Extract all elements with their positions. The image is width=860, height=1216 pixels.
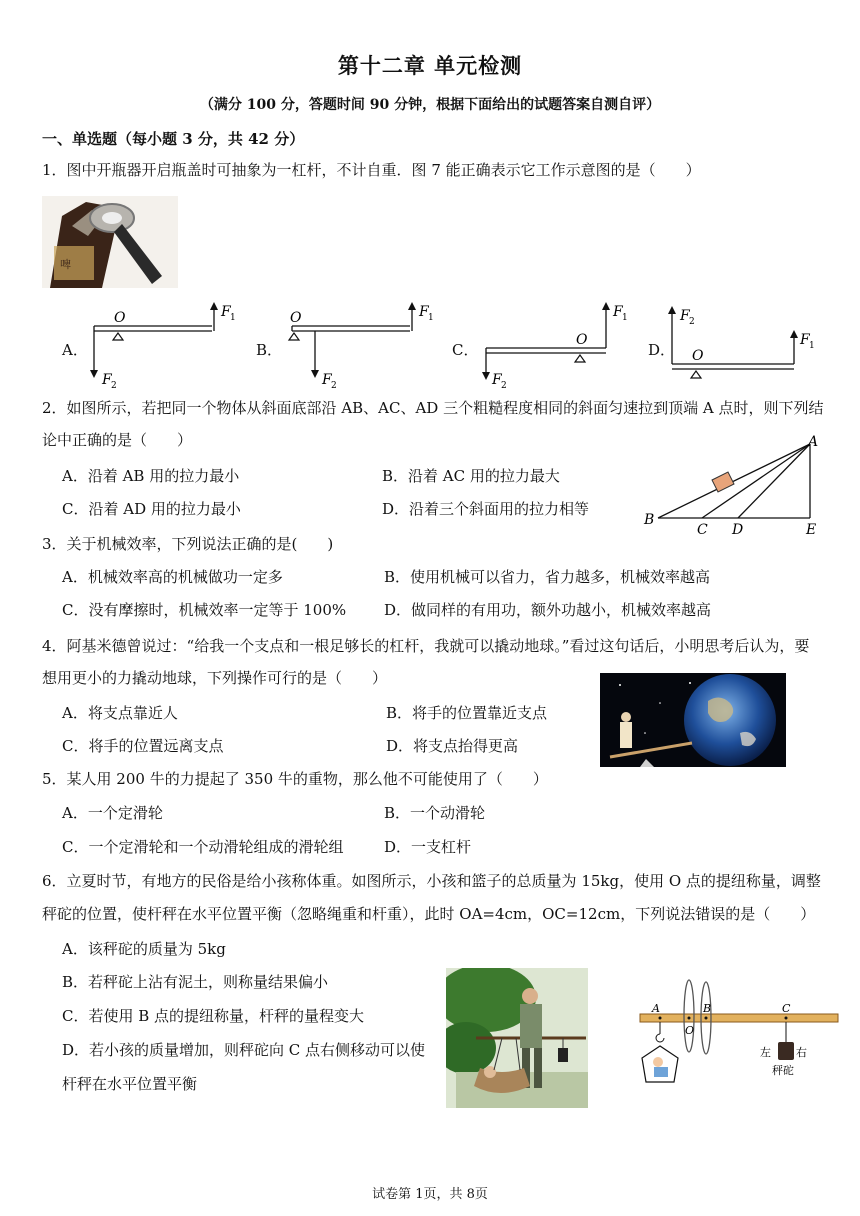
svg-text:C: C [782, 1002, 791, 1015]
page-footer: 试卷第 1页，共 8页 [372, 1187, 488, 1202]
svg-text:A: A [652, 1002, 660, 1015]
svg-text:2: 2 [501, 381, 507, 390]
svg-text:F: F [322, 372, 332, 388]
q3-option-d: D．做同样的有用功，额外功越小，机械效率越高 [384, 601, 712, 619]
svg-text:F: F [419, 304, 429, 320]
svg-text:B: B [644, 512, 655, 528]
steelyard-diagram [632, 968, 842, 1108]
page-title: 第十二章 单元检测 [337, 53, 523, 78]
question-4-text-line2: 想用更小的力撬动地球，下列操作可行的是（ ） [42, 669, 388, 687]
svg-text:1: 1 [622, 313, 628, 323]
svg-text:2: 2 [111, 381, 117, 390]
q6-option-d-continued: 杆秤在水平位置平衡 [62, 1075, 198, 1093]
lever-diagram-c [476, 298, 636, 390]
q4-option-b: B．将手的位置靠近支点 [386, 704, 548, 722]
q1-option-a: A． [62, 341, 88, 359]
svg-text:F: F [680, 308, 690, 324]
svg-text:O: O [692, 348, 704, 364]
svg-text:B: B [703, 1002, 712, 1015]
question-1-text: 1．图中开瓶器开启瓶盖时可抽象为一杠杆，不计自重．图 7 能正确表示它工作示意图的是（ ） [42, 161, 701, 179]
section-heading: 一、单选题（每小题 3 分，共 42 分） [42, 130, 305, 148]
question-2-text-line1: 2．如图所示，若把同一个物体从斜面底部沿 AB、AC、AD 三个粗糙程度相同的斜面匀速拉到顶端 A 点时，则下列结 [42, 399, 824, 417]
q4-option-a: A．将支点靠近人 [62, 704, 178, 722]
question-6-text-line1: 6．立夏时节，有地方的民俗是给小孩称体重。如图所示，小孩和篮子的总质量为 15kg，使用 O 点的提纽称量，调整 [42, 872, 821, 890]
svg-text:左: 左 [760, 1046, 771, 1059]
question-6-text-line2: 秤砣的位置，使杆秤在水平位置平衡（忽略绳重和杆重），此时 OA=4cm，OC=12cm，下列说法错误的是（ ） [42, 905, 816, 923]
question-5-text: 5．某人用 200 牛的力提起了 350 牛的重物，那么他不可能使用了（ ） [42, 770, 548, 788]
svg-text:O: O [290, 310, 302, 326]
svg-text:O: O [576, 332, 588, 348]
q1-option-c: C． [452, 341, 479, 359]
svg-text:F: F [492, 372, 502, 388]
svg-text:C: C [697, 522, 708, 538]
q4-option-c: C．将手的位置远离支点 [62, 737, 224, 755]
exam-subtitle: （满分 100 分，答题时间 90 分钟，根据下面给出的试题答案自测自评） [199, 97, 661, 113]
q2-option-b: B．沿着 AC 用的拉力最大 [382, 467, 560, 485]
q6-option-d: D．若小孩的质量增加，则秤砣向 C 点右侧移动可以使 [62, 1041, 426, 1059]
q3-option-b: B．使用机械可以省力，省力越多，机械效率越高 [384, 568, 711, 586]
svg-text:F: F [221, 304, 231, 320]
svg-text:秤砣: 秤砣 [772, 1064, 794, 1077]
svg-text:啤: 啤 [60, 258, 71, 271]
svg-text:E: E [806, 522, 817, 538]
bottle-opener-photo [42, 196, 178, 288]
weighing-child-photo [446, 968, 588, 1108]
svg-text:F: F [613, 304, 623, 320]
incline-diagram [640, 432, 830, 540]
svg-text:1: 1 [428, 313, 434, 323]
svg-text:1: 1 [809, 341, 815, 351]
q2-option-d: D．沿着三个斜面用的拉力相等 [382, 500, 590, 518]
q4-option-d: D．将支点抬得更高 [386, 737, 519, 755]
q3-option-c: C．没有摩擦时，机械效率一定等于 100% [62, 601, 347, 619]
q5-option-b: B．一个动滑轮 [384, 804, 486, 822]
lever-diagram-a [84, 298, 244, 390]
svg-text:F: F [800, 332, 810, 348]
q5-option-c: C．一个定滑轮和一个动滑轮组成的滑轮组 [62, 838, 344, 856]
q5-option-d: D．一支杠杆 [384, 838, 472, 856]
question-2-text-line2: 论中正确的是（ ） [42, 431, 193, 449]
q6-option-c: C．若使用 B 点的提纽称量，杆秤的量程变大 [62, 1007, 365, 1025]
archimedes-earth-image [600, 673, 786, 767]
svg-text:D: D [732, 522, 744, 538]
q2-option-a: A．沿着 AB 用的拉力最小 [62, 467, 240, 485]
svg-text:2: 2 [689, 317, 695, 327]
svg-text:1: 1 [230, 313, 236, 323]
lever-diagram-d [668, 298, 828, 390]
q5-option-a: A．一个定滑轮 [62, 804, 163, 822]
q6-option-a: A．该秤砣的质量为 5kg [62, 940, 226, 958]
question-4-text-line1: 4．阿基米德曾说过：“给我一个支点和一根足够长的杠杆，我就可以撬动地球。”看过这句话后，小明思考后认为，要 [42, 637, 810, 655]
q6-option-b: B．若秤砣上沾有泥土，则称量结果偏小 [62, 973, 329, 991]
fulcrum-label: O [114, 310, 126, 326]
svg-text:O: O [685, 1024, 695, 1037]
svg-text:2: 2 [331, 381, 337, 390]
question-3-text: 3．关于机械效率，下列说法正确的是( ) [42, 535, 334, 553]
lever-diagram-b [280, 298, 440, 390]
q2-option-c: C．沿着 AD 用的拉力最小 [62, 500, 241, 518]
q3-option-a: A．机械效率高的机械做功一定多 [62, 568, 283, 586]
svg-text:A: A [808, 434, 819, 450]
q1-option-b: B． [256, 341, 283, 359]
svg-text:右: 右 [796, 1046, 807, 1059]
q1-option-d: D． [648, 341, 676, 359]
svg-text:F: F [102, 372, 112, 388]
